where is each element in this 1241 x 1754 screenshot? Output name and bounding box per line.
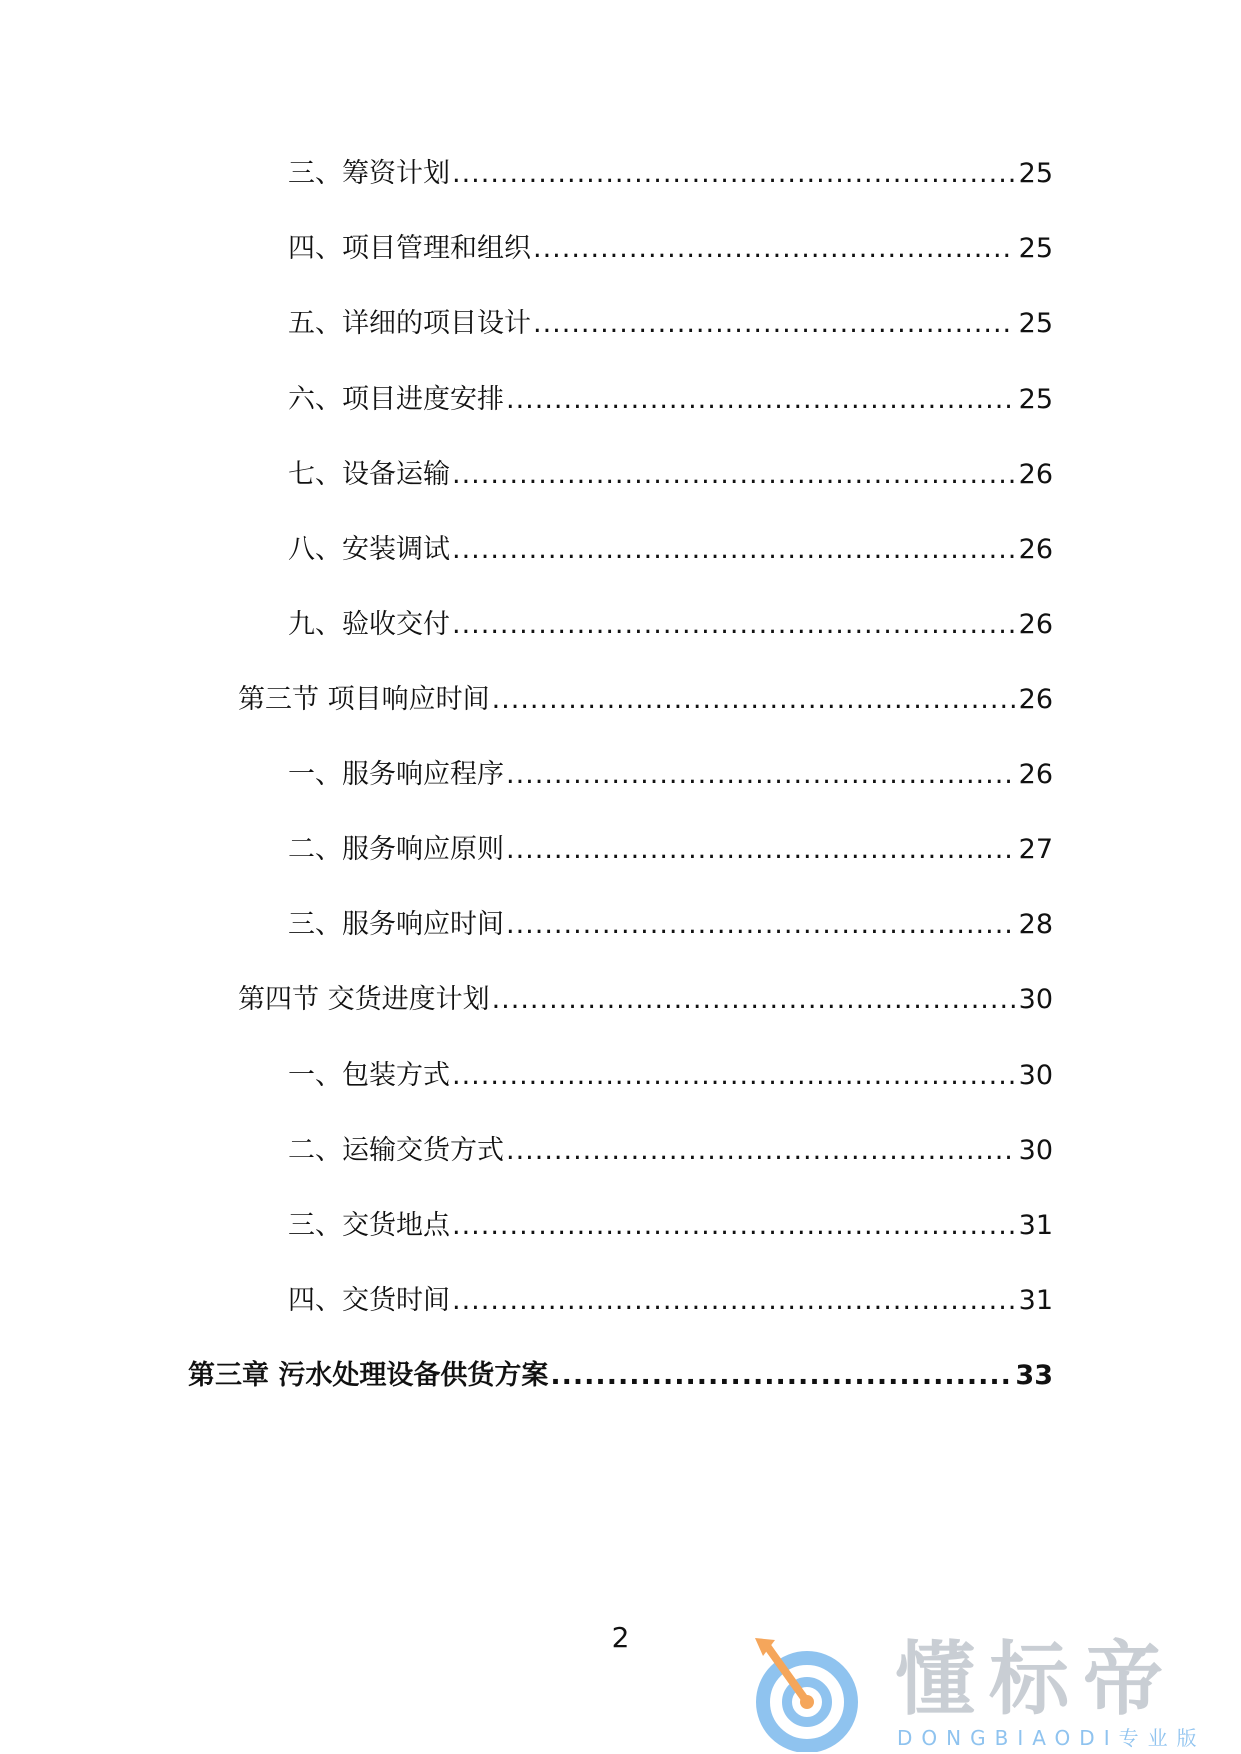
- toc-entry[interactable]: [288, 380, 1053, 420]
- toc-entry-page: 25: [1018, 384, 1053, 415]
- toc-entry-page: 31: [1018, 1285, 1053, 1316]
- toc-entry-page: 25: [1018, 308, 1053, 339]
- toc-entry-title: 一、服务响应程序: [288, 759, 504, 790]
- toc-entry[interactable]: [288, 154, 1053, 194]
- toc-entry[interactable]: [288, 304, 1053, 344]
- toc-dot-leader: [506, 905, 1015, 945]
- toc-section-entry[interactable]: [238, 980, 1053, 1020]
- watermark-brand: 懂标帝: [895, 1633, 1177, 1726]
- toc-entry-page: 28: [1018, 909, 1053, 940]
- toc-section-entry[interactable]: [238, 680, 1053, 720]
- toc-entry-title: 三、服务响应时间: [288, 909, 504, 940]
- toc-entry-title: 第三节 项目响应时间: [238, 684, 490, 715]
- toc-entry-page: 33: [1015, 1360, 1053, 1391]
- toc-entry-page: 30: [1018, 1060, 1053, 1091]
- toc-entry[interactable]: [288, 455, 1053, 495]
- target-logo-icon: [745, 1632, 875, 1752]
- toc-entry-page: 26: [1018, 609, 1053, 640]
- toc-entry[interactable]: [288, 830, 1053, 870]
- toc-entry-title: 三、筹资计划: [288, 158, 450, 189]
- toc-dot-leader: [452, 455, 1015, 495]
- toc-dot-leader: [452, 1056, 1015, 1096]
- toc-dot-leader: [492, 980, 1015, 1020]
- toc-entry-page: 26: [1018, 759, 1053, 790]
- toc-entry-page: 31: [1018, 1210, 1053, 1241]
- toc-entry[interactable]: [288, 1131, 1053, 1171]
- toc-entry-page: 30: [1018, 1135, 1053, 1166]
- toc-entry-title: 二、运输交货方式: [288, 1135, 504, 1166]
- toc-dot-leader: [533, 304, 1015, 344]
- toc-entry-title: 七、设备运输: [288, 459, 450, 490]
- toc-entry[interactable]: [288, 229, 1053, 269]
- toc-entry-page: 26: [1018, 459, 1053, 490]
- toc-entry[interactable]: [288, 1206, 1053, 1246]
- toc-entry[interactable]: [288, 755, 1053, 795]
- toc-entry-title: 一、包装方式: [288, 1060, 450, 1091]
- toc-dot-leader: [550, 1356, 1011, 1396]
- toc-entry-title: 六、项目进度安排: [288, 384, 504, 415]
- page-number: 2: [611, 1621, 630, 1654]
- toc-entry-page: 25: [1018, 158, 1053, 189]
- toc-entry-page: 27: [1018, 834, 1053, 865]
- toc-entry-title: 四、项目管理和组织: [288, 233, 531, 264]
- toc-entry-page: 25: [1018, 233, 1053, 264]
- toc-dot-leader: [452, 1206, 1015, 1246]
- toc-dot-leader: [452, 1281, 1015, 1321]
- toc-entry-title: 八、安装调试: [288, 534, 450, 565]
- toc-entry[interactable]: [288, 1281, 1053, 1321]
- toc-dot-leader: [452, 605, 1015, 645]
- toc-dot-leader: [533, 229, 1015, 269]
- toc-entry-page: 30: [1018, 984, 1053, 1015]
- toc-dot-leader: [506, 755, 1015, 795]
- toc-entry-title: 九、验收交付: [288, 609, 450, 640]
- watermark: [745, 1632, 1225, 1752]
- toc-entry-title: 第三章 污水处理设备供货方案: [188, 1360, 549, 1391]
- toc-entry[interactable]: [288, 905, 1053, 945]
- toc-entry-title: 四、交货时间: [288, 1285, 450, 1316]
- toc-dot-leader: [506, 830, 1015, 870]
- toc-entry[interactable]: [288, 605, 1053, 645]
- toc-entry-title: 二、服务响应原则: [288, 834, 504, 865]
- toc-entry-title: 五、详细的项目设计: [288, 308, 531, 339]
- toc-entry-page: 26: [1018, 534, 1053, 565]
- toc-dot-leader: [452, 154, 1015, 194]
- toc-dot-leader: [506, 380, 1015, 420]
- toc-entry-title: 三、交货地点: [288, 1210, 450, 1241]
- toc-dot-leader: [452, 530, 1015, 570]
- watermark-subtitle: DONGBIAODI专业版: [897, 1726, 1206, 1750]
- toc-entry-title: 第四节 交货进度计划: [238, 984, 490, 1015]
- toc-chapter-entry[interactable]: [188, 1356, 1053, 1396]
- toc-entry-page: 26: [1018, 684, 1053, 715]
- toc-dot-leader: [492, 680, 1015, 720]
- toc-entry[interactable]: [288, 1056, 1053, 1096]
- toc-dot-leader: [506, 1131, 1015, 1171]
- toc-entry[interactable]: [288, 530, 1053, 570]
